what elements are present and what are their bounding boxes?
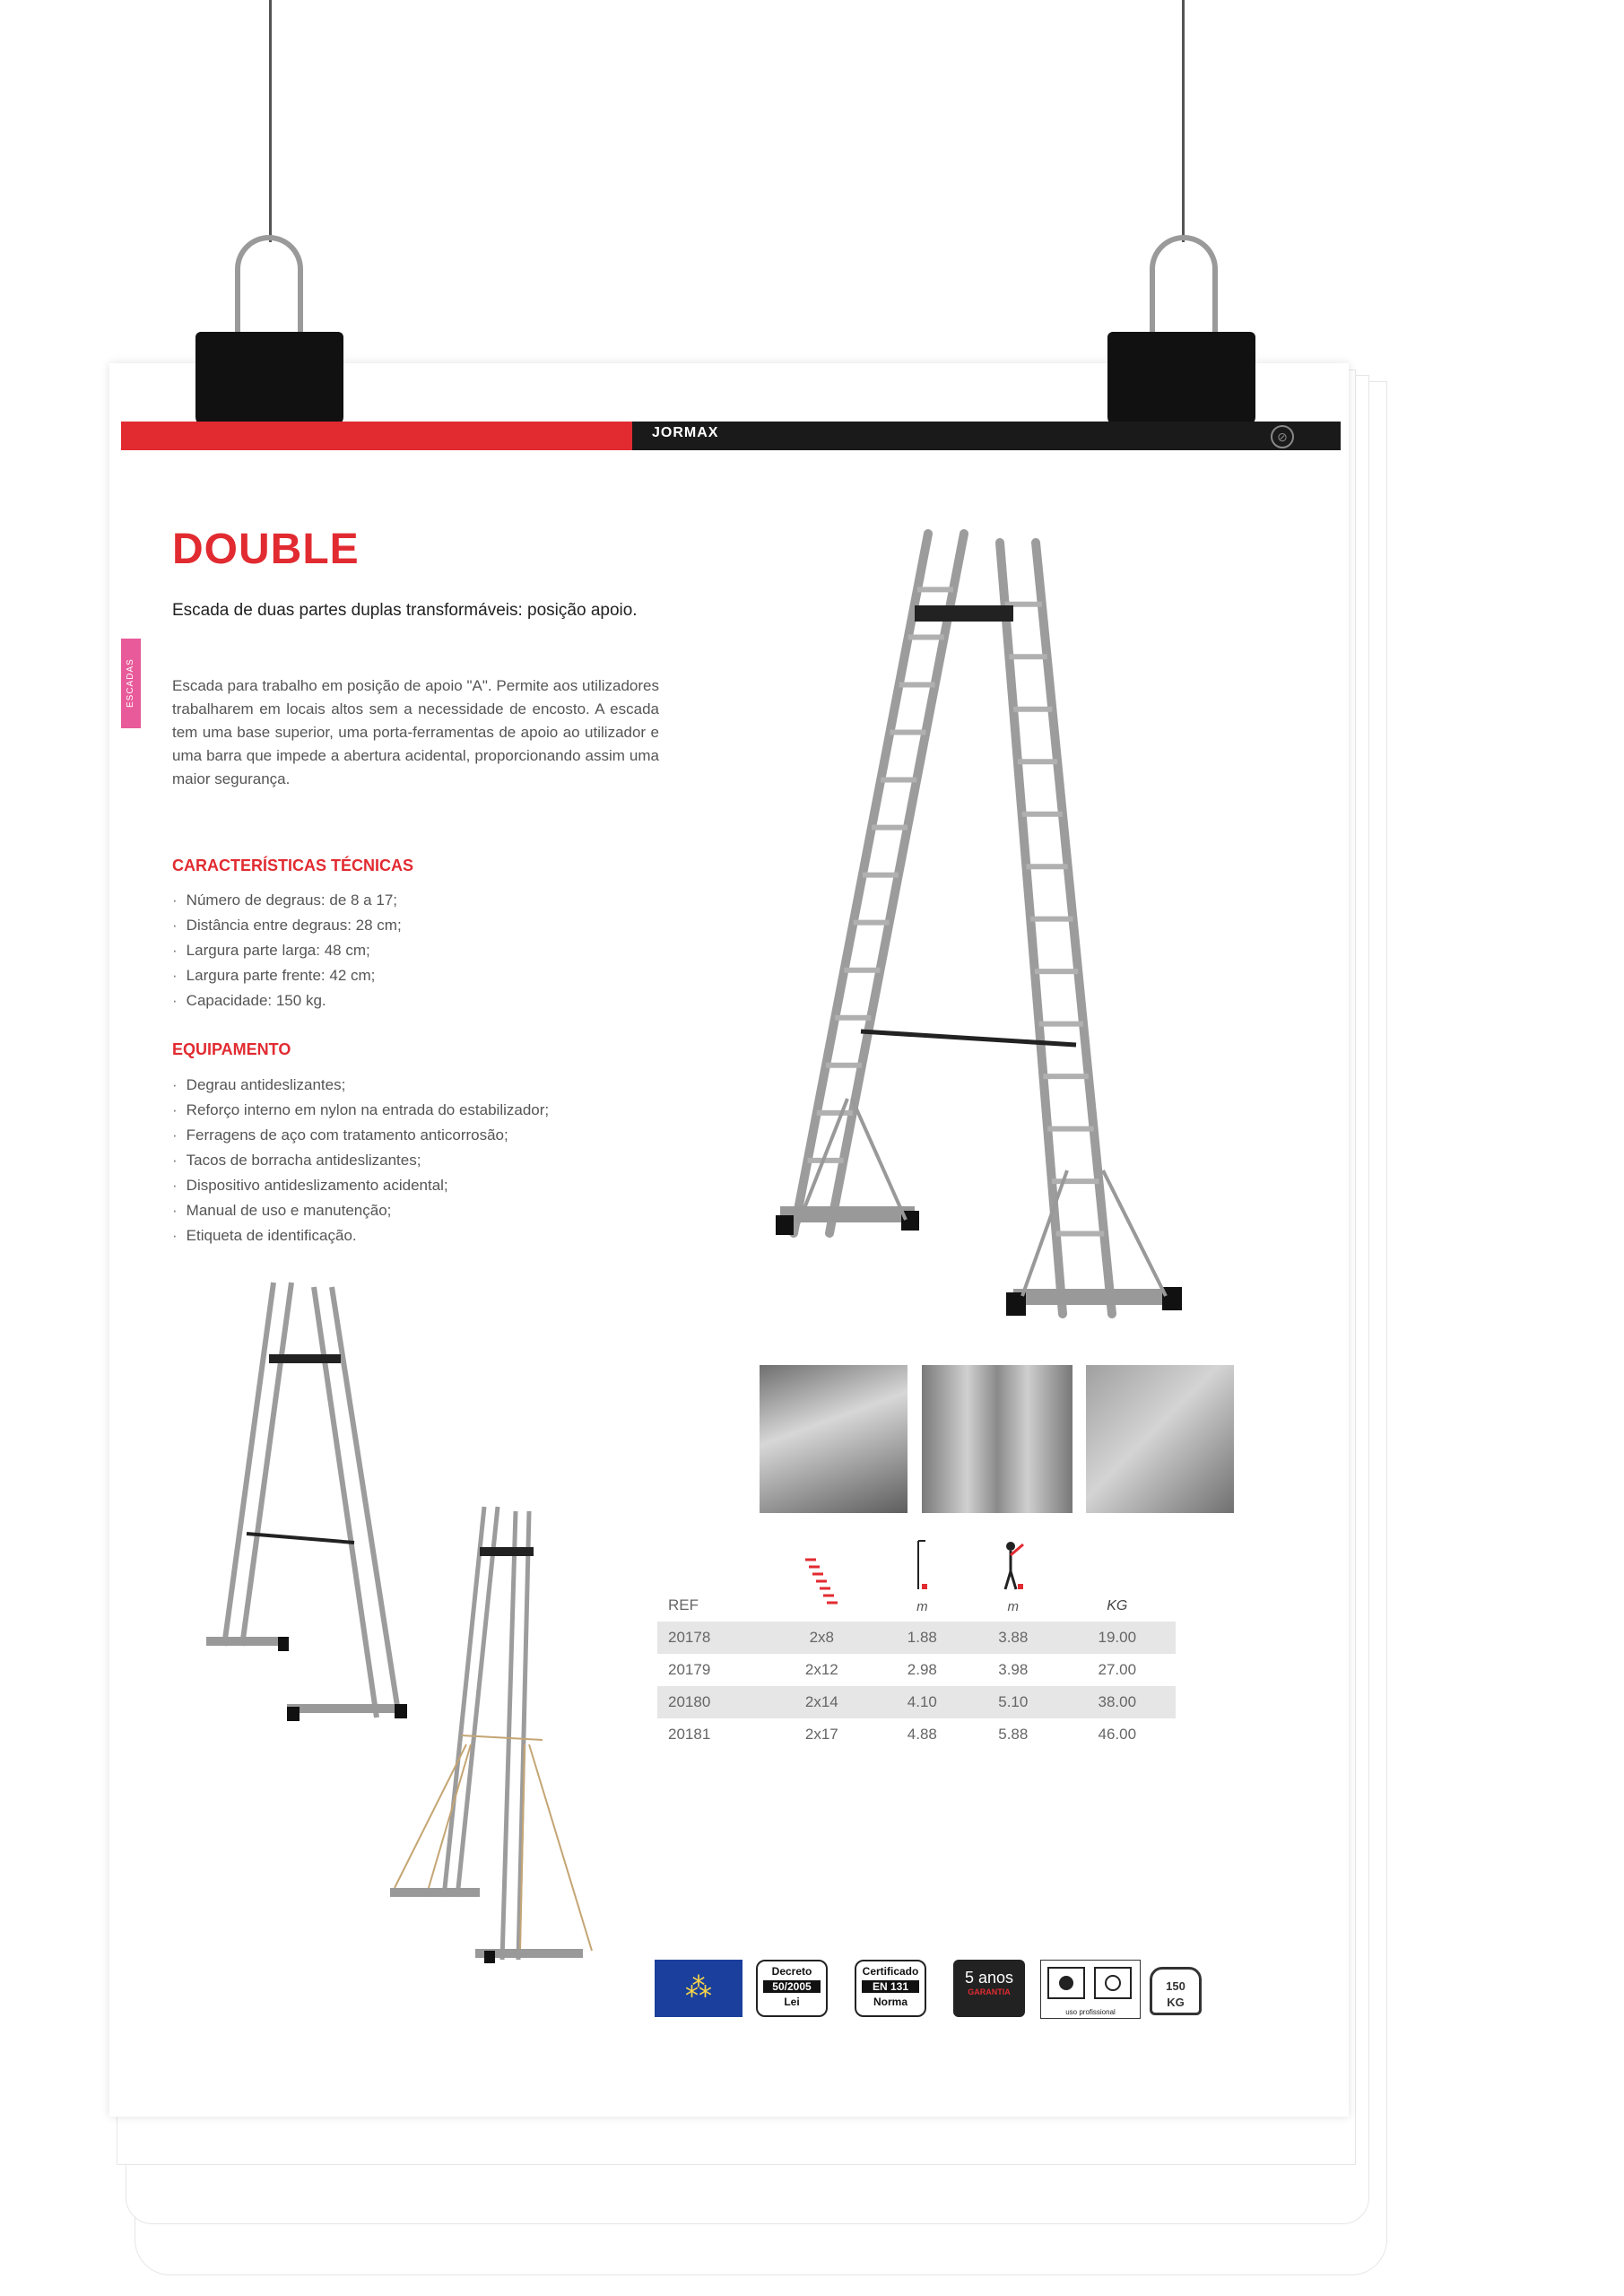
right-binder-clip (1107, 332, 1255, 426)
col-steps-header (767, 1534, 877, 1622)
professional-use-badge (1040, 1960, 1141, 2019)
weight-unit: KG (1167, 1996, 1185, 2009)
list-item: · Dispositivo antideslizamento acidental; (172, 1173, 549, 1198)
badge-top: Certificado (862, 1965, 919, 1978)
list-item: · Largura parte frente: 42 cm; (172, 963, 402, 988)
col-reach-header (968, 1534, 1058, 1622)
usage-label: uso profissional (1065, 2008, 1116, 2016)
eu-flag-icon: ⁂ (655, 1960, 743, 2017)
header-red-bar (121, 422, 632, 450)
detail-photo-hinge (922, 1365, 1073, 1513)
list-item: · Degrau antideslizantes; (172, 1073, 549, 1098)
certificado-badge (855, 1960, 926, 2017)
unit-m: m (1007, 1599, 1020, 1614)
list-item: · Manual de uso e manutenção; (172, 1198, 549, 1223)
left-binder-clip (195, 332, 343, 426)
ladder-height-icon (913, 1539, 931, 1593)
cell-weight: 19.00 (1059, 1622, 1176, 1654)
product-title: DOUBLE (172, 526, 360, 573)
cell-steps: 2x17 (804, 1726, 838, 1743)
list-item: · Reforço interno em nylon na entrada do estabilizador; (172, 1098, 549, 1123)
list-item: · Número de degraus: de 8 a 17; (172, 888, 402, 913)
header-black-bar (632, 422, 1341, 450)
usage-icons (1041, 1961, 1140, 2005)
list-item: · Etiqueta de identificação. (172, 1223, 549, 1248)
table-row (657, 1718, 1176, 1751)
left-wire (269, 0, 272, 242)
warranty-years: 5 anos (964, 1969, 1014, 1987)
warranty-badge (953, 1960, 1025, 2017)
equip-list (172, 1073, 549, 1248)
table-row (657, 1622, 1176, 1654)
main-ladder-image (762, 525, 1193, 1332)
cell-reach: 3.88 (968, 1622, 1058, 1654)
table-header-row (657, 1534, 1176, 1622)
cell-weight: 46.00 (1098, 1726, 1137, 1743)
table-row (657, 1654, 1176, 1686)
list-item: · Distância entre degraus: 28 cm; (172, 913, 402, 938)
cell-ref: 20180 (657, 1686, 767, 1718)
section-tab: ESCADAS (121, 639, 141, 728)
cell-height: 4.88 (907, 1726, 937, 1743)
tech-list (172, 888, 402, 1013)
cell-weight: 38.00 (1059, 1686, 1176, 1718)
weight-capacity-icon (1150, 1960, 1203, 2017)
cell-height: 2.98 (907, 1661, 937, 1678)
right-wire (1182, 0, 1185, 242)
badge-top: Decreto (771, 1965, 812, 1978)
badge-bottom: Lei (784, 1996, 800, 2008)
tech-heading: CARACTERÍSTICAS TÉCNICAS (172, 857, 414, 874)
cell-height: 1.88 (877, 1622, 968, 1654)
equip-heading: EQUIPAMENTO (172, 1040, 291, 1058)
cell-height: 4.10 (877, 1686, 968, 1718)
cell-reach: 5.10 (968, 1686, 1058, 1718)
cell-reach: 5.88 (998, 1726, 1029, 1743)
warranty-label: GARANTIA (968, 1987, 1011, 1996)
cell-steps: 2x14 (767, 1686, 877, 1718)
list-item: · Capacidade: 150 kg. (172, 988, 402, 1013)
list-item: · Largura parte larga: 48 cm; (172, 938, 402, 963)
cell-steps: 2x12 (804, 1661, 838, 1678)
cell-steps: 2x8 (767, 1622, 877, 1654)
badge-bottom: Norma (873, 1996, 908, 2008)
cell-reach: 3.98 (998, 1661, 1029, 1678)
tertiary-ladder-image (386, 1502, 655, 1969)
detail-photo-foot (1086, 1365, 1234, 1513)
product-description: Escada para trabalho em posição de apoio "A". Permite aos utilizadores trabalharem em locais altos sem a necessidade de encosto. A escada tem uma base superior, uma porta-ferramentas de apoio ao utilizador e uma barra que impede a abertura acidental, proporcionando assim uma maior segurança. (172, 677, 659, 787)
col-height-header (877, 1534, 968, 1622)
brand-logo: JORMAX (652, 425, 719, 440)
decreto-badge (756, 1960, 828, 2017)
weight-value: 150 (1166, 1979, 1185, 1993)
col-kg-header (1059, 1534, 1176, 1622)
cert-circle-icon: ⊘ (1271, 425, 1294, 448)
table-row (657, 1686, 1176, 1718)
spec-table (657, 1534, 1176, 1751)
cell-ref: 20178 (657, 1622, 767, 1654)
cell-weight: 27.00 (1098, 1661, 1137, 1678)
badge-middle: EN 131 (862, 1980, 919, 1993)
right-clip-handle (1150, 235, 1218, 339)
kg-label: KG (1107, 1598, 1128, 1613)
list-item: · Ferragens de aço com tratamento anticorrosão; (172, 1123, 549, 1148)
badge-middle: 50/2005 (763, 1980, 821, 1993)
list-item: · Tacos de borracha antideslizantes; (172, 1148, 549, 1173)
product-subtitle: Escada de duas partes duplas transformáveis: posição apoio. (172, 601, 638, 620)
cell-ref: 20179 (668, 1661, 711, 1678)
col-ref-header: REF (668, 1596, 699, 1613)
working-height-icon (1000, 1539, 1027, 1593)
weight-box (1150, 1967, 1202, 2015)
detail-photo-rail (760, 1365, 908, 1513)
steps-icon (803, 1556, 839, 1610)
unit-m: m (916, 1599, 928, 1614)
cell-ref: 20181 (668, 1726, 711, 1743)
left-clip-handle (235, 235, 303, 339)
